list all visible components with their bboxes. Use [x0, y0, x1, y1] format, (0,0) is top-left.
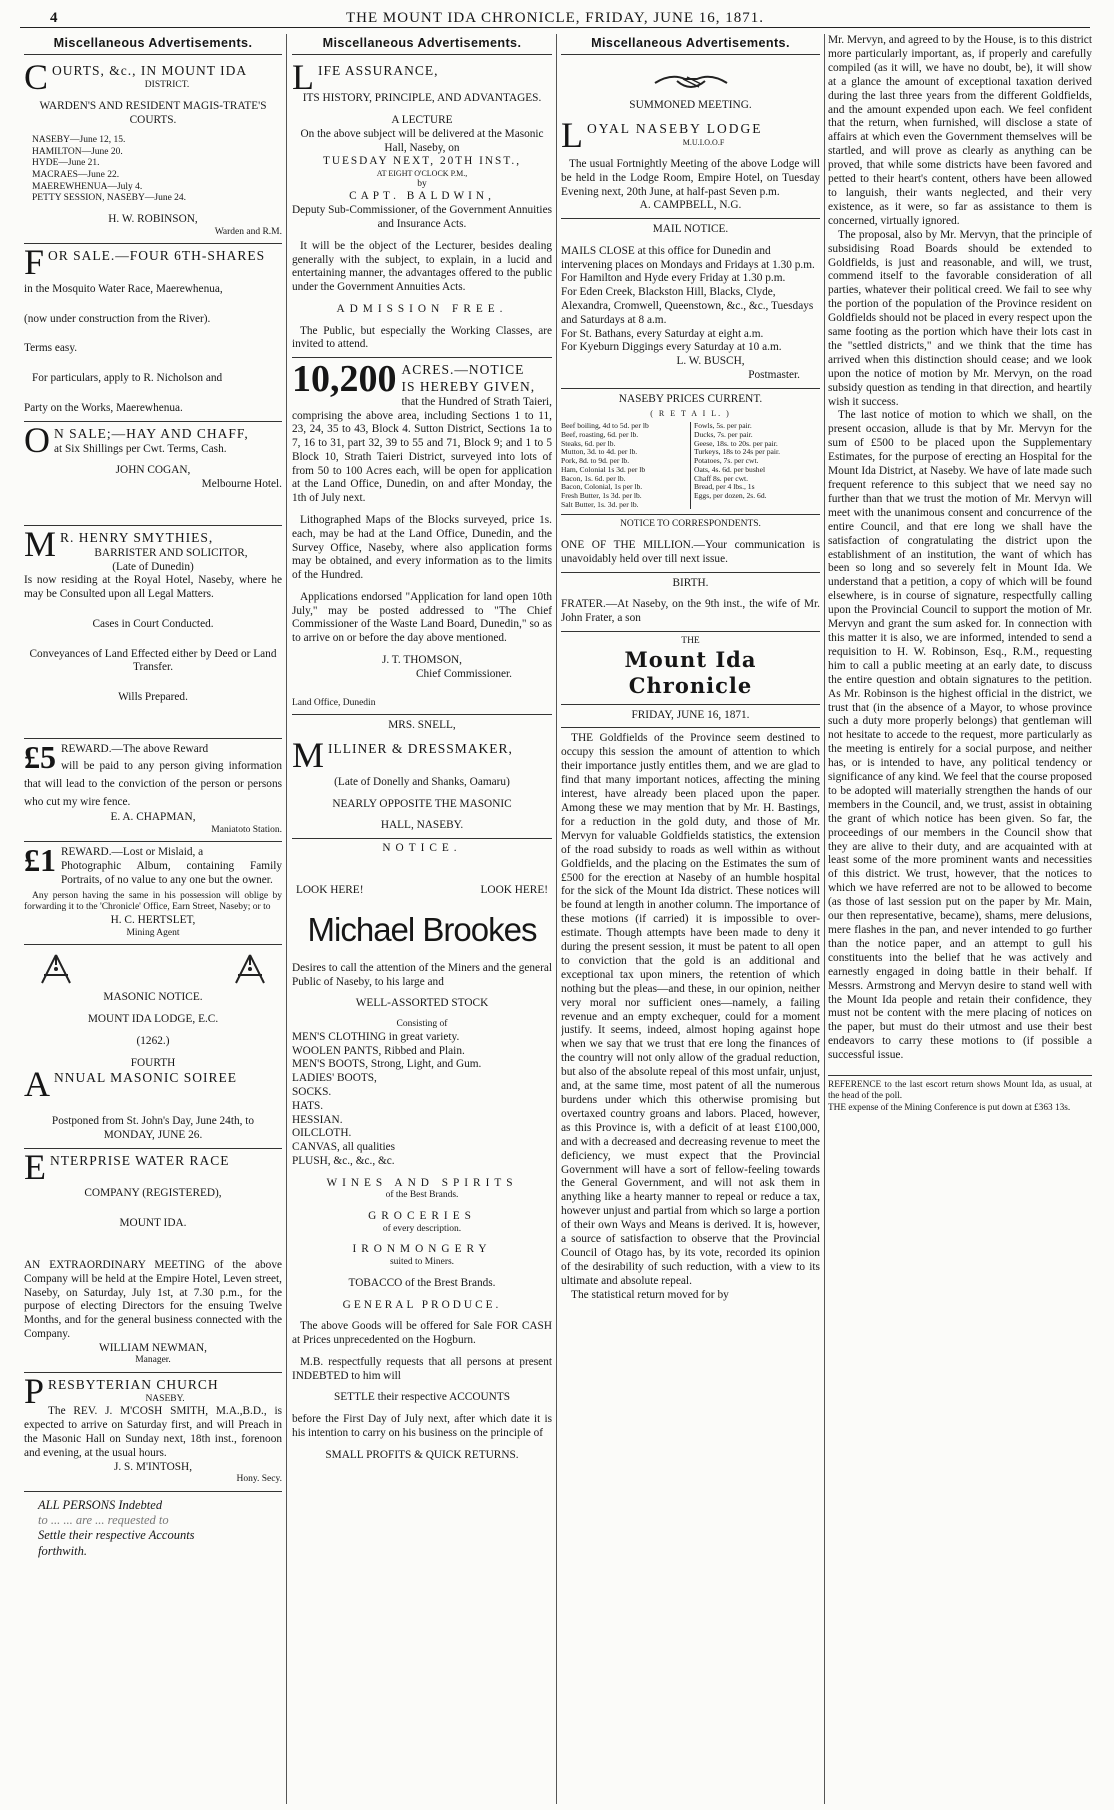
ad-subtitle: SETTLE their respective ACCOUNTS: [333, 1391, 510, 1404]
price-item: Ducks, 7s. per pair.: [694, 429, 753, 439]
ad-title: IS HEREBY GIVEN,: [401, 378, 536, 394]
ad-text: Is now residing at the Royal Hotel, Naseby, where he may be Consulted upon all Legal Matters.: [24, 574, 282, 601]
ad-text: The Public, but especially the Working Classes, are invited to attend.: [292, 324, 552, 351]
price-item: Pork, 8d. to 9d. per lb.: [561, 456, 630, 466]
stock-item: CANVAS, all qualities: [292, 1141, 396, 1154]
price-item: Turkeys, 18s to 24s per pair.: [694, 447, 780, 457]
ad-subtitle: WELL-ASSORTED STOCK: [355, 997, 489, 1010]
ad-text: LOOK HERE!: [296, 883, 364, 896]
signature-title: Hony. Secy.: [236, 1474, 282, 1485]
ad-text: Terms easy.: [24, 342, 78, 355]
signature: A. CAMPBELL, N.G.: [639, 199, 742, 212]
stock-item: HESSIAN.: [292, 1113, 343, 1126]
ad-subtitle: DISTRICT.: [144, 80, 190, 91]
price-item: Salt Butter, 1s. 3d. per lb.: [561, 499, 639, 509]
stock-item: PLUSH, &c., &c., &c.: [292, 1154, 395, 1167]
mail-line: For Eden Creek, Blackston Hill, Blacks, Clyde, Alexandra, Cromwell, Queenstown, &c., &c., Tuesdays and Saturdays at 8 a.m.: [561, 286, 814, 326]
price-item: Bread, per 4 lbs., 1s: [694, 482, 755, 492]
snell-advertisement: [292, 715, 552, 839]
indebted-advertisement: [24, 1492, 282, 1559]
signature: E. A. CHAPMAN,: [110, 810, 196, 823]
correspondents-notice: [561, 515, 820, 572]
editorial-article-continued: [828, 34, 1092, 1063]
mail-line: For Kyeburn Diggings every Saturday at 10 a.m.: [561, 341, 782, 354]
column-rule: [556, 34, 557, 1804]
ad-subtitle: NASEBY.: [145, 1393, 185, 1404]
price-item: Eggs, per dozen, 2s. 6d.: [694, 490, 767, 500]
ad-text: Party on the Works, Maerewhenua.: [24, 402, 183, 415]
signature: JOHN COGAN,: [115, 464, 191, 477]
ad-text: in the Mosquito Water Race, Maerewhenua,: [24, 282, 223, 295]
newspaper-running-title: THE MOUNT IDA CHRONICLE, FRIDAY, JUNE 16, 1871.: [346, 10, 764, 26]
ad-text: Lithographed Maps of the Blocks surveyed, price 1s. each, may be had at the Land Office, Dunedin, and the Survey Office, Naseby, where also application forms may be obtained, and every information as to the limits of the Hundred.: [292, 514, 552, 582]
note-paragraph: THE expense of the Mining Conference is put down at £363 13s.: [828, 1102, 1071, 1113]
ad-text: M.B. respectfully requests that all persons at present INDEBTED to him will: [292, 1355, 552, 1382]
ad-text: Any person having the same in his possession will oblige by forwarding it to the 'Chronicle' Office, Earn Street, Naseby; or to: [24, 890, 282, 913]
price-item: Bacon, 1s. 6d. per lb.: [561, 473, 626, 483]
signature: WILLIAM NEWMAN,: [99, 1341, 207, 1354]
masonic-advertisement: [24, 945, 282, 1148]
ad-text: Desires to call the attention of the Miners and the general Public of Naseby, to his large and: [292, 961, 552, 988]
column-3: [561, 34, 820, 1804]
ad-title: NOTICE TO CORRESPONDENTS.: [620, 519, 761, 530]
ad-subtitle: IRONMONGERY: [352, 1243, 492, 1256]
ad-text: Deputy Sub-Commissioner, of the Government Annuities and Insurance Acts.: [292, 204, 552, 230]
price-item: Potatoes, 7s. per cwt.: [694, 456, 759, 466]
ad-subtitle: GENERAL PRODUCE.: [342, 1298, 502, 1311]
hay-advertisement: [24, 419, 282, 526]
ad-text: The above Goods will be offered for Sale FOR CASH at Prices unprecedented on the Hogburn.: [292, 1320, 552, 1347]
price-item: Beef boiling, 4d to 5d. per lb: [561, 421, 649, 431]
lecture-time: AT EIGHT O'CLOCK P.M.,: [376, 169, 468, 179]
column-heading: Miscellaneous Advertisements.: [24, 34, 282, 55]
ad-text: Wills Prepared.: [118, 691, 188, 704]
ad-text: MONDAY, JUNE 26.: [103, 1128, 203, 1141]
ad-subtitle: NOTICE.: [382, 842, 462, 855]
signature-title: Manager.: [135, 1355, 171, 1366]
drop-cap: L: [561, 115, 583, 156]
signature-title: Mining Agent: [126, 927, 180, 938]
ad-title: OYAL NASEBY LODGE: [587, 121, 763, 137]
column-rule: [824, 34, 825, 1804]
ad-subtitle: MOUNT IDA LODGE, E.C.: [87, 1012, 219, 1025]
editorial-date: FRIDAY, JUNE 16, 1871.: [631, 708, 750, 721]
court-date: HYDE—June 21.: [32, 158, 100, 169]
reward-amount: £5: [24, 738, 56, 775]
reward-1-advertisement: [24, 842, 282, 945]
ad-title: RESBYTERIAN CHURCH: [48, 1377, 219, 1393]
ad-title: MAIL NOTICE.: [652, 223, 729, 236]
smythies-advertisement: [24, 523, 282, 739]
drop-cap: A: [24, 1064, 50, 1105]
stock-item: HATS.: [292, 1099, 324, 1112]
brookes-advertisement: [292, 842, 552, 1462]
column-1: [24, 34, 282, 1804]
ad-subtitle: BARRISTER AND SOLICITOR,: [94, 546, 248, 559]
column-2: [292, 34, 552, 1804]
ad-subtitle: M.U.I.O.O.F: [682, 137, 725, 147]
ad-text: The REV. J. M'COSH SMITH, M.A.,B.D., is expected to arrive on Saturday first, and will Preach in the Masonic Hall on Sunday next, 18th inst., forenoon and evening, at the usual hours.: [24, 1405, 282, 1459]
page-number: 4: [50, 10, 58, 26]
ad-text: Postponed from St. John's Day, June 24th, to: [51, 1115, 255, 1128]
stock-item: MEN'S BOOTS, Strong, Light, and Gum.: [292, 1058, 482, 1071]
enterprise-advertisement: [24, 1146, 282, 1373]
court-date: HAMILTON—June 20.: [32, 146, 123, 157]
price-item: Bacon, Colonial, 1s per lb.: [561, 482, 643, 492]
ad-text: Cases in Court Conducted.: [92, 617, 214, 630]
ad-subtitle: SMALL PROFITS & QUICK RETURNS.: [325, 1448, 519, 1461]
lodge-advertisement: [561, 59, 820, 219]
signature-title: Maniatoto Station.: [211, 824, 282, 835]
prices-table: [561, 422, 820, 509]
ad-text: It will be the object of the Lecturer, besides dealing generally with the subject, to explain, in a lucid and entertaining manner, the advantages offered to the public under the Government Annuities Acts.: [292, 239, 552, 294]
ad-text: HALL, NASEBY.: [380, 819, 464, 832]
price-item: Mutton, 3d. to 4d. per lb.: [561, 447, 638, 457]
column-4: [828, 34, 1092, 1804]
masthead-article: THE: [681, 635, 700, 646]
lecture-date: TUESDAY NEXT, 20TH INST.,: [322, 155, 522, 168]
ad-text: (now under construction from the River).: [24, 312, 211, 325]
courts-advertisement: [24, 59, 282, 244]
presbyterian-advertisement: [24, 1373, 282, 1492]
ad-title: REWARD.—The above Reward: [61, 742, 209, 755]
ad-title: ALL PERSONS Indebted: [38, 1497, 163, 1512]
mail-line: For Hamilton and Hyde every Friday at 1.30 p.m.: [561, 272, 786, 285]
signature: H. W. ROBINSON,: [108, 212, 198, 225]
ad-heading: WARDEN'S AND RESIDENT MAGIS-TRATE'S COURTS.: [39, 99, 267, 126]
ad-title: NNUAL MASONIC SOIREE: [54, 1070, 238, 1086]
stock-item: OILCLOTH.: [292, 1127, 352, 1140]
merchant-name: Michael Brookes: [307, 910, 537, 948]
signature: J. T. THOMSON,: [381, 654, 463, 667]
ad-text: at Six Shillings per Cwt. Terms, Cash.: [54, 442, 227, 455]
signature-title: Postmaster.: [748, 368, 800, 381]
court-date: PETTY SESSION, NASEBY—June 24.: [32, 193, 187, 204]
article-paragraph: THE Goldfields of the Province seem destined to occupy this session the amount of attention to which their importance justly entitles them, and we are glad to find that many important notices, affecting the mining interest, have already been placed upon the paper. Among these we may mention that by Mr. H. Bastings, for a reduction in the gold duty, and those of Mr. Mervyn for valuable Goldfields statistics, the extension of the road subsidy to roads as well within as without Goldfields, and the placing on the Estimates the sum of £500 for the erection at Naseby of an humble hospital for the sick of the Mount Ida district. These notices will be found at length in another column. The importance of these motions (if carried) it is impossible to over-estimate. Though attempts have been made to deny it during the present session, it must be patent to all open to conviction that the gold is an additional and exceptional tax upon miners, the retention of which nothing but the pleas—and these, in our opinion, neither very moral nor sufficient ones—namely, a failing revenue and an empty exchequer, could for a moment justify. It seems, indeed, almost hoping against hope when we say that we trust that ere long the finances of the country will not only allow of the gradual reduction, but also of the absolute repeal of this most unfair, unjust, and, at the same time, most patent of all the numerous burdens under which this otherwise promising but overtaxed country groans and labors. Placed, however, as this Province is, with a deficit of at least £100,000, and with a decreased and decreasing revenue to meet the deficiency, we must expect that the Provincial Government will have a sort of fellow-feeling towards the General Government, and will not ask them in anything like a hearty manner to repeal or reduce a tax, however unjust and partial from which so large a portion of their own Ways and Means is derived. It is, however, a source of satisfaction to observe that the Provincial Council of Otago has, by its vote, recorded its opinion of the desirability of such reduction, with a view to its ultimate and absolute repeal.: [561, 732, 820, 1287]
ad-text: Applications endorsed "Application for land open 10th July," may be posted addressed to "The Chief Commissioner of the Waste Land Board, Dunedin," so as to arrive on or before the day above mentioned.: [292, 590, 552, 645]
drop-cap: F: [24, 242, 45, 283]
editorial-masthead: [561, 632, 820, 705]
article-paragraph: Mr. Mervyn, and agreed to by the House, is to this district more particularly important, as, if properly and carefully compiled (as it will, we have no doubt, be), it will show at a glance the amount of exceptional taxation derived during the last three years from the different Goldfields, and the amount expended upon each. We feel confident that the return, when furnished, will disclose a state of affairs at which even the Government themselves will be startled, and will prove as clearly as anything can be proved, that while some districts have been favored and petted to their heart's content, others have been allowed to languish, their wants neglected, and their very existence, as it were, so far as assistance to them is concerned, virtually ignored.: [828, 34, 1092, 227]
ad-subtitle: A LECTURE: [391, 113, 453, 126]
drop-cap: L: [292, 57, 314, 98]
article-paragraph: The last notice of motion to which we shall, on the present occasion, allude is that by Mr. Mervyn for the sum of £500 to be placed upon the Supplementary Estimates, for the purpose of erecting an Hospital for the Mount Ida District, at Naseby. We have of late made such frequent reference to this subject that we need say no further than that we trust the motion of Mr. Mervyn will meet with the unanimous consent and concurrence of the entire Council, and that ere long we shall have the satisfaction of congratulating the district upon the establishment of an institution, the want of which has been so long and so severely felt in Mount Ida. We understand that a petition, a copy of which will be found elsewhere, is in course of signature, respectfully calling upon the Provincial Council to support the motion of Mr. Mervyn and grant the sum asked for. In connection with this matter it is also, we are informed, intended to send a requisition to H. W. Robinson, Esq., R.M., requesting him to call a public meeting at an early date, to discuss the entire question and obtain signatures to the petition. As Mr. Robinson is the highest official in the district, we trust that (in the absence of a Mayor, to whose province such a duty more properly belongs) that gentleman will not hesitate to accede to the request, more particularly as the meeting is entirely for a social purpose, and neither has, or is intended to have, any political tendency or significance of any kind. We feel that the course proposed to be adopted will materially strengthen the hands of our members in the Council, and, we trust, assist in obtaining the grant of which notice has been given. So far, the proceedings of our members in the Council show that they are alive to their duty, and are acquainted with at least some of the more prominent wants and necessities of this district. We trust, however, that the notices to which we have referred are not to be allowed to become (as those of last session put on the paper by Mr. Main, our then representative, became), shams, mere delusions, mere flashes in the pan, and never intended to go further than the notice paper, and an attempt to gull his constituents into the belief that he was actively and earnestly engaged in doing battle in their behalf. If Messrs. Armstrong and Mervyn desire to stand well with the Mount Ida people and retain their confidence, they must not be content with the mere placing of notices on the paper, but must do their utmost and use their best endeavors to carry these motions to (if possible a successful issue.: [828, 409, 1092, 1062]
ad-title: IFE ASSURANCE,: [318, 63, 439, 79]
stock-item: LADIES' BOOTS,: [292, 1072, 377, 1085]
editorial-notes: [828, 1075, 1092, 1114]
price-item: Geese, 18s. to 20s. per pair.: [694, 438, 778, 448]
editorial-dateline: [561, 705, 820, 729]
ad-title: R. HENRY SMYTHIES,: [60, 529, 214, 545]
court-date: MAEREWHENUA—July 4.: [32, 181, 143, 192]
ad-title: ACRES.—NOTICE: [401, 362, 525, 378]
ad-text: of every description.: [382, 1223, 462, 1234]
life-assurance-advertisement: [292, 59, 552, 358]
article-paragraph: The proposal, also by Mr. Mervyn, that the principle of subsidising Road Boards should be extended to Goldfields, is just and reasonable, and will, we trust, commend itself to the favorable consideration of all parties, whatever their political creed. We fail to see why the portion of the population of the Province resident on Goldfields should not be placed in every respect upon the same footing as the portion which have their lots cast in the "settled districts," and we think that the time has arrived when this distinction should cease; and we look upon the notice of motion by Mr. Mervyn, on the road subsidy question as tending in that direction, and heartily wish it success.: [828, 228, 1092, 408]
lecturer-name: CAPT. BALDWIN,: [349, 190, 495, 203]
price-item: Chaff 8s. per cwt.: [694, 473, 749, 483]
signature: J. S. M'INTOSH,: [113, 1460, 193, 1473]
ad-text: ONE OF THE MILLION.—Your communication is unavoidably held over till next issue.: [561, 538, 820, 565]
drop-cap: M: [24, 523, 57, 564]
price-item: Beef, roasting, 6d. per lb.: [561, 429, 639, 439]
ad-text: TOBACCO of the Brest Brands.: [348, 1276, 496, 1289]
ad-subtitle: (Late of Dunedin): [112, 560, 194, 573]
drop-cap: P: [24, 1371, 45, 1412]
signature: L. W. BUSCH,: [676, 355, 745, 368]
reward-amount: £1: [24, 842, 56, 879]
ad-text: Land Office, Dunedin: [292, 697, 376, 708]
ad-text: Photographic Album, containing Family Portraits, of no value to any one but the owner.: [61, 860, 282, 886]
ad-text: AN EXTRAORDINARY MEETING of the above Company will be held at the Empire Hotel, Leven street, Naseby, on Saturday, July 1st, at 7.30 p.m., for the purpose of electing Directors for the ensuing Twelve Months, and for the general business connected with the Company.: [24, 1259, 282, 1340]
ad-title: OURTS, &c., IN MOUNT IDA: [52, 63, 248, 79]
signature-title: Melbourne Hotel.: [201, 478, 282, 491]
ad-subtitle: WINES AND SPIRITS: [326, 1176, 518, 1189]
ad-text: suited to Miners.: [389, 1257, 455, 1268]
drop-cap: M: [292, 734, 325, 775]
price-item: Ham, Colonial 1s 3d. per lb: [561, 464, 646, 474]
masonic-square-compass-icon: [232, 953, 268, 987]
ad-text: Conveyances of Land Effected either by Deed or Land Transfer.: [29, 647, 277, 674]
birth-notice: [561, 573, 820, 632]
ad-title: MASONIC NOTICE.: [103, 991, 203, 1004]
signature-title: Warden and R.M.: [214, 226, 282, 237]
ad-title: BIRTH.: [672, 576, 709, 589]
court-date: MACRAES—June 22.: [32, 170, 120, 181]
ad-title: NTERPRISE WATER RACE: [50, 1152, 230, 1168]
ad-text: LOOK HERE!: [480, 883, 548, 896]
masthead-title: Mount Ida Chronicle: [624, 647, 757, 699]
ad-subtitle: MOUNT IDA.: [119, 1217, 187, 1230]
drop-cap: O: [24, 419, 50, 460]
reward-5-advertisement: [24, 739, 282, 842]
stock-item: MEN'S CLOTHING in great variety.: [292, 1030, 460, 1043]
editorial-article: [561, 728, 820, 1302]
acres-number: 10,200: [292, 358, 397, 401]
ad-text: of the Best Brands.: [385, 1190, 459, 1201]
mail-line: For St. Bathans, every Saturday at eight a.m.: [561, 327, 764, 340]
ad-subtitle: SUMMONED MEETING.: [629, 99, 752, 112]
ad-text: to ... ... are ... requested to: [38, 1513, 169, 1528]
court-date: NASEBY—June 12, 15.: [32, 135, 126, 146]
note-paragraph: REFERENCE to the last escort return shows Mount Ida, as usual, at the head of the poll.: [828, 1080, 1092, 1102]
ad-text: will be paid to any person giving information that will lead to the conviction of the person or persons who cut my wire fence.: [24, 759, 282, 808]
ad-text: that the Hundred of Strath Taieri, comprising the above area, including Sections 1 to 11, 23, 24, 35 to 43, Block 4. Sutton District, Sections 1a to 7, 16 to 31, part 32, 39 to 55 and 71, Block 9; and 1 to 5 Block 10, Strath Taieri District, surveyed into lots of from 50 to 100 Acres each, will be open for application at the Land Office, Dunedin, on and after Monday, the 1th of July next.: [292, 395, 552, 505]
page-header: [20, 8, 1090, 28]
drop-cap: C: [24, 57, 49, 98]
ad-text: The usual Fortnightly Meeting of the above Lodge will be held in the Lodge Room, Empire Hotel, on Tuesday Evening next, 20th June, at half-past Seven p.m.: [561, 157, 820, 198]
prices-current: [561, 389, 820, 516]
ad-text: For particulars, apply to R. Nicholson and: [32, 372, 223, 385]
ad-title: N SALE;—HAY AND CHAFF,: [54, 425, 249, 441]
mail-notice: [561, 219, 820, 389]
stock-item: SOCKS.: [292, 1085, 332, 1098]
look-here-line: [292, 884, 552, 898]
stock-item: WOOLEN PANTS, Ribbed and Plain.: [292, 1044, 465, 1057]
price-item: Fowls, 5s. per pair.: [694, 421, 752, 431]
ad-subtitle: GROCERIES: [368, 1210, 476, 1223]
ad-text: by: [417, 178, 427, 189]
article-paragraph: The statistical return moved for by: [571, 1288, 729, 1301]
column-heading: Miscellaneous Advertisements.: [561, 34, 820, 55]
ad-text: Settle their respective Accounts: [38, 1528, 195, 1543]
price-item: Fresh Butter, 1s 3d. per lb.: [561, 490, 642, 500]
handshake-icon: [651, 65, 731, 99]
signature-title: Chief Commissioner.: [415, 667, 512, 680]
ad-text: (Late of Donelly and Shanks, Oamaru): [334, 775, 510, 788]
ad-text: Consisting of: [396, 1019, 448, 1030]
ad-text: On the above subject will be delivered at the Masonic Hall, Naseby, on: [300, 127, 544, 154]
mail-line: MAILS CLOSE at this office for Dunedin and intervening places on Mondays and Fridays at 1.30 p.m.: [561, 244, 815, 271]
price-item: Oats, 4s. 6d. per bushel: [694, 464, 766, 474]
column-heading: Miscellaneous Advertisements.: [292, 34, 552, 55]
signature: H. C. HERTSLET,: [110, 913, 196, 926]
ad-subtitle: ( R E T A I L. ): [650, 409, 731, 419]
ad-subtitle: ITS HISTORY, PRINCIPLE, AND ADVANTAGES.: [302, 92, 542, 105]
ad-text: before the First Day of July next, after which date it is his intention to carry on his business on the principle of: [292, 1413, 552, 1439]
ad-title: REWARD.—Lost or Mislaid, a: [61, 846, 204, 859]
ad-text: NEARLY OPPOSITE THE MASONIC: [332, 797, 512, 810]
ad-subtitle: COMPANY (REGISTERED),: [84, 1187, 222, 1200]
ad-title: NASEBY PRICES CURRENT.: [618, 392, 763, 405]
column-rule: [286, 34, 287, 1804]
ad-subtitle: FOURTH: [130, 1056, 176, 1069]
ad-title: ILLINER & DRESSMAKER,: [328, 740, 513, 756]
ad-subtitle: ADMISSION FREE.: [336, 302, 508, 315]
ad-title: OR SALE.—FOUR 6TH-SHARES: [48, 248, 266, 264]
ad-text: FRATER.—At Naseby, on the 9th inst., the wife of Mr. John Frater, a son: [561, 598, 820, 625]
ad-subtitle: MRS. SNELL,: [388, 719, 456, 732]
ad-subtitle: (1262.): [136, 1034, 170, 1047]
masonic-square-compass-icon: [38, 953, 74, 987]
ad-text: forthwith.: [38, 1543, 87, 1558]
for-sale-advertisement: [24, 244, 282, 422]
drop-cap: E: [24, 1146, 46, 1187]
price-item: Steaks, 6d. per lb.: [561, 438, 616, 448]
acres-notice-advertisement: [292, 358, 552, 715]
